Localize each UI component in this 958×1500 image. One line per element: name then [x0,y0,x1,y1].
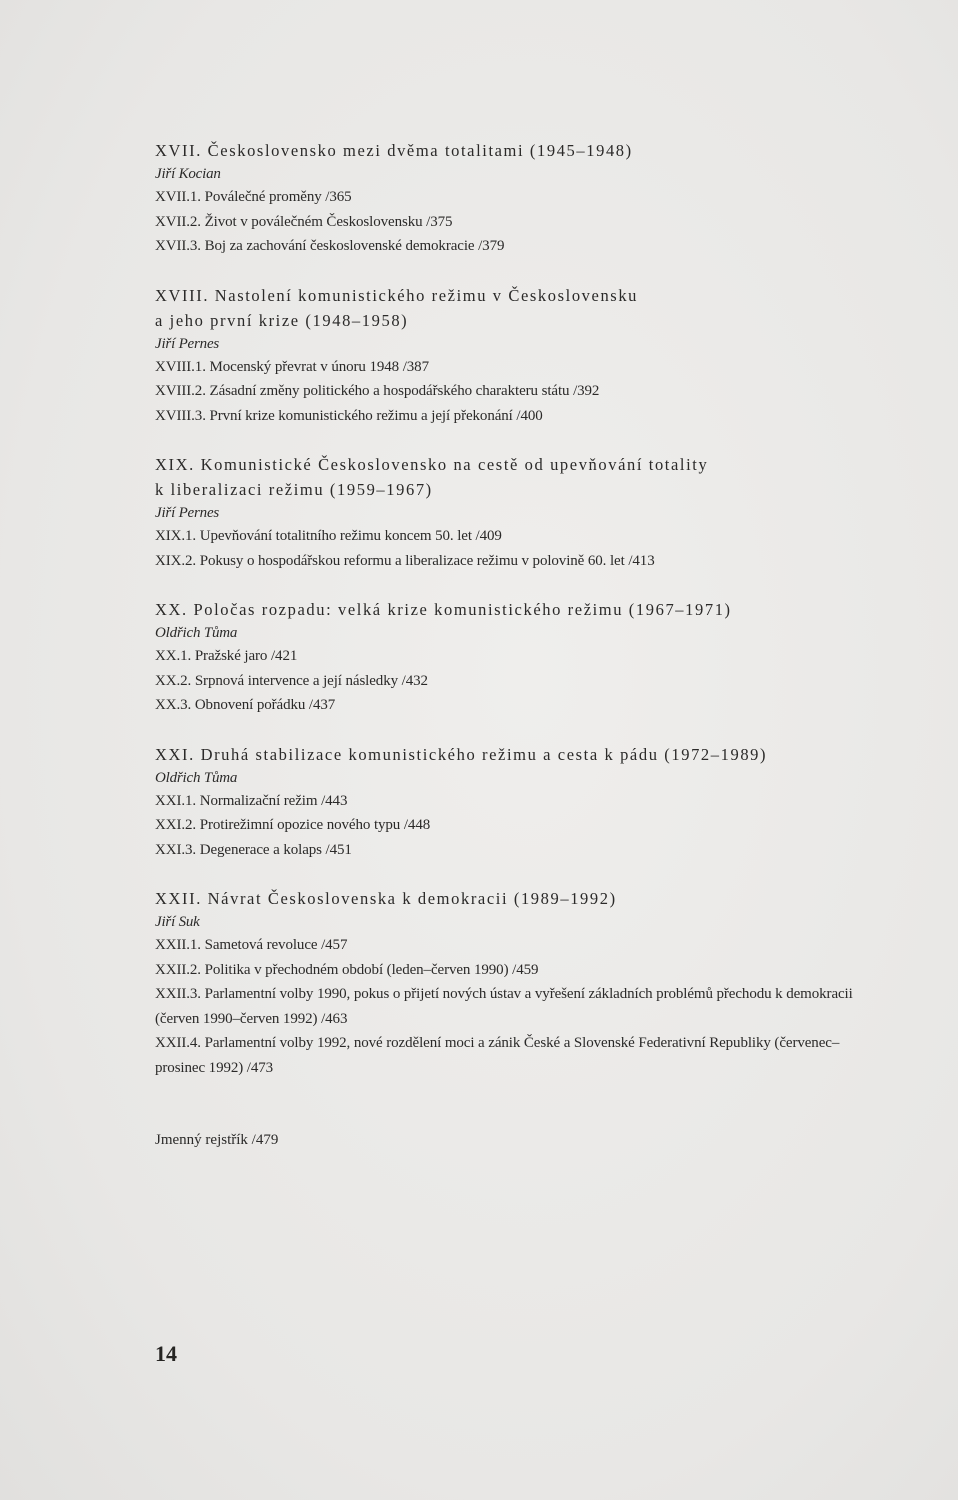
toc-entry: XXII.4. Parlamentní volby 1992, nové rozdělení moci a zánik České a Slovenské Federativní Republiky (červenec–prosinec 1992) /473 [155,1035,840,1076]
toc-entry: XXII.1. Sametová revoluce /457 [155,937,348,953]
chapter-18 [155,283,875,429]
toc-entry: XXI.2. Protirežimní opozice nového typu /448 [155,817,431,833]
chapter-author: Oldřich Tůma [155,769,238,786]
page-number: 14 [155,1341,177,1366]
toc-entry: XVII.1. Poválečné proměny /365 [155,189,352,205]
chapter-title: XVIII. Nastolení komunistického režimu v Československu a jeho první krize (1948–1958) [155,285,639,330]
chapter-title: XVII. Československo mezi dvěma totalitami (1945–1948) [155,141,633,160]
chapter-17 [155,138,875,259]
toc-entry: XXII.3. Parlamentní volby 1990, pokus o přijetí nových ústav a vyřešení základních problémů přechodu k demokracii (červen 1990–červen 1992) /463 [155,986,853,1027]
chapter-title: XIX. Komunistické Československo na cestě od upevňování totality k liberalizaci režimu (1959–1967) [155,455,709,499]
chapter-author: Jiří Pernes [155,335,220,352]
chapter-author: Oldřich Tůma [155,625,238,641]
toc-entry: XXI.3. Degenerace a kolaps /451 [155,841,352,858]
table-of-contents [155,138,875,1104]
chapter-title: XX. Poločas rozpadu: velká krize komunistického režimu (1967–1971) [155,600,732,619]
toc-entry: XXII.2. Politika v přechodném období (leden–červen 1990) /459 [155,961,539,978]
name-index-entry: Jmenný rejstřík /479 [155,1132,279,1148]
toc-entry: XXI.1. Normalizační režim /443 [155,792,348,809]
toc-entry: XVII.2. Život v poválečném Československu /375 [155,213,453,230]
toc-entry: XVIII.2. Zásadní změny politického a hospodářského charakteru státu /392 [155,383,600,399]
toc-entry: XVII.3. Boj za zachování československé demokracie /379 [155,238,505,254]
chapter-21 [155,742,875,863]
chapter-title: XXI. Druhá stabilizace komunistického režimu a cesta k pádu (1972–1989) [155,744,768,764]
chapter-22 [155,886,875,1080]
toc-entry: XX.3. Obnovení pořádku /437 [155,697,336,713]
toc-entry: XX.1. Pražské jaro /421 [155,648,298,664]
chapter-19 [155,452,875,573]
chapter-author: Jiří Kocian [155,166,221,182]
chapter-20 [155,597,875,718]
toc-entry: XIX.1. Upevňování totalitního režimu koncem 50. let /409 [155,528,502,544]
toc-entry: XX.2. Srpnová intervence a její následky /432 [155,672,428,689]
chapter-author: Jiří Pernes [155,505,220,521]
chapter-title: XXII. Návrat Československa k demokracii (1989–1992) [155,889,617,908]
toc-entry: XIX.2. Pokusy o hospodářskou reformu a liberalizace režimu v polovině 60. let /413 [155,552,655,569]
toc-entry: XVIII.1. Mocenský převrat v únoru 1948 /387 [155,358,429,375]
chapter-author: Jiří Suk [155,914,200,930]
toc-entry: XVIII.3. První krize komunistického režimu a její překonání /400 [155,407,543,424]
